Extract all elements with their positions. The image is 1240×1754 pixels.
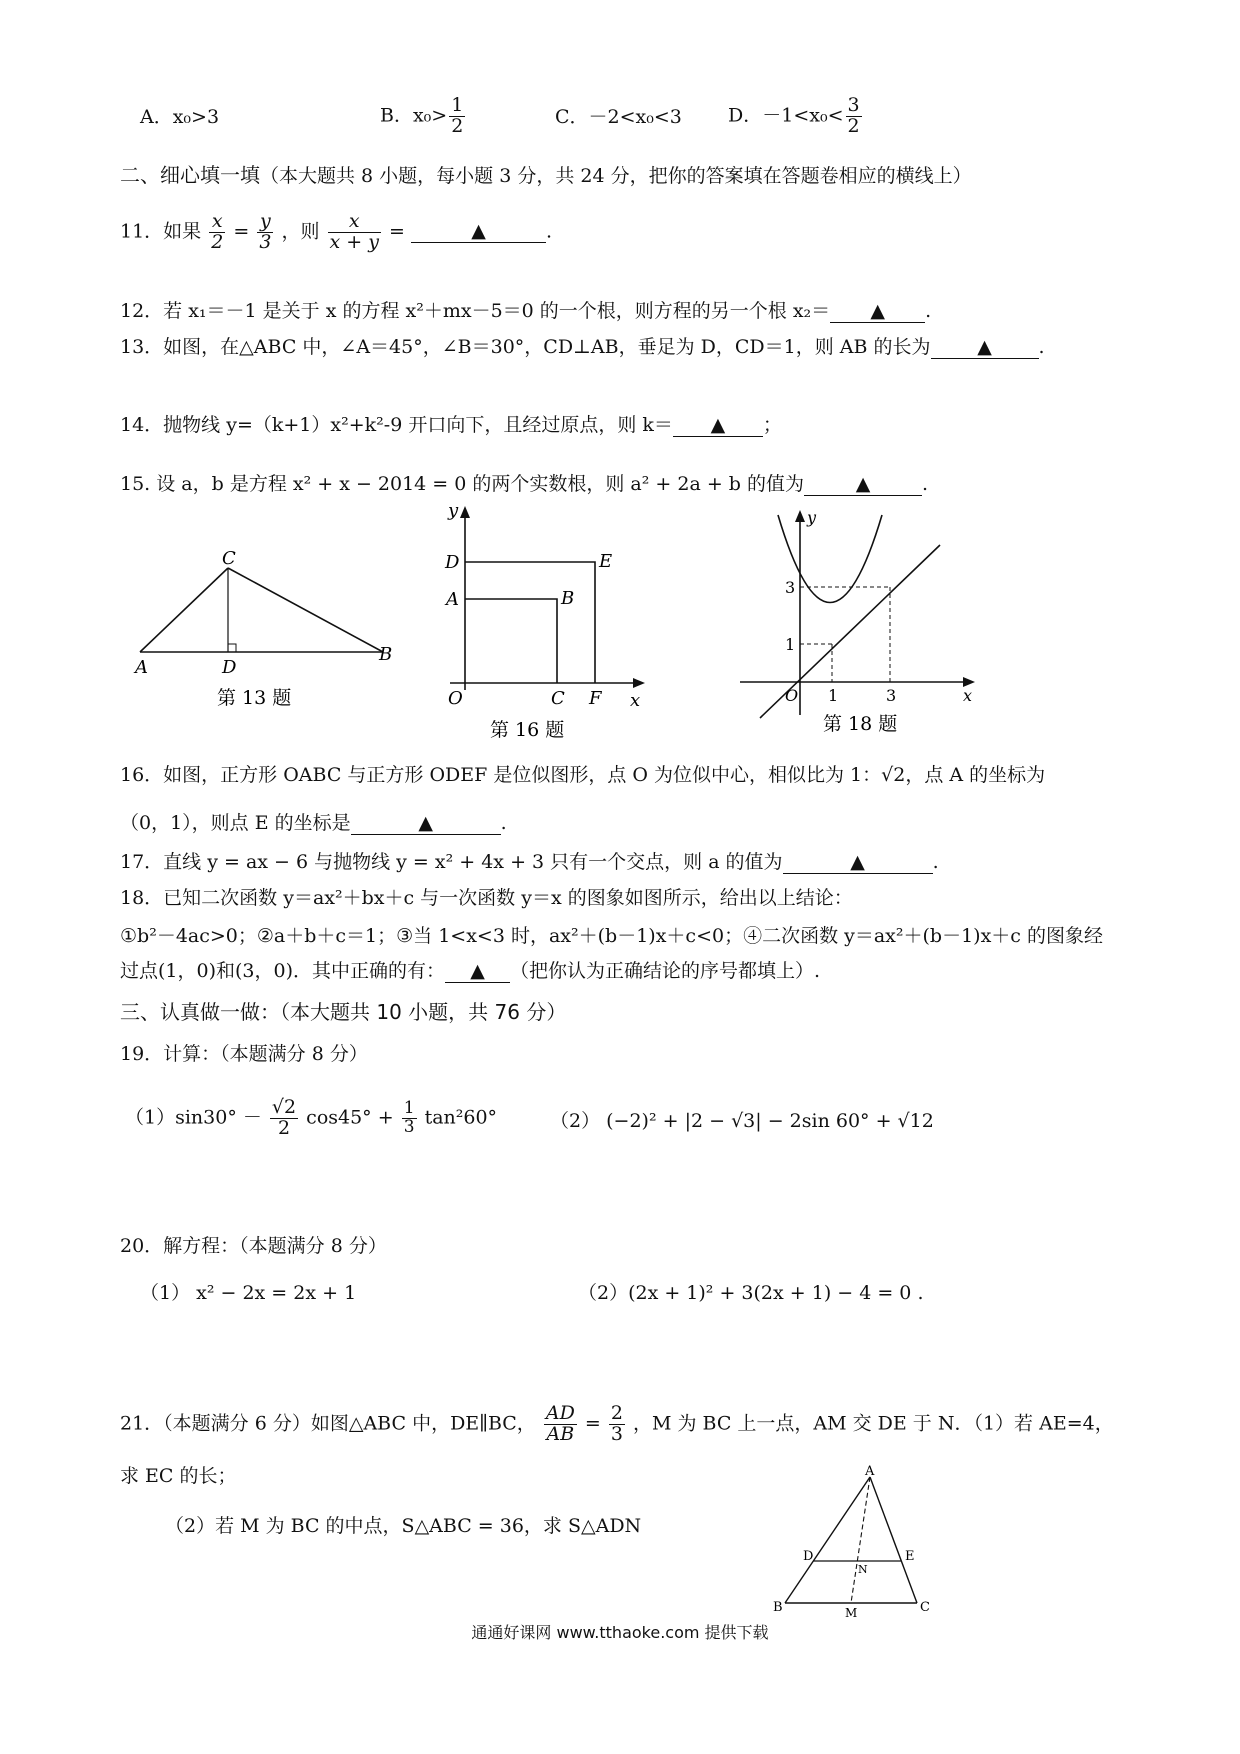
- fig18-tick-1y: 1: [785, 635, 796, 654]
- q19-part2: （2） (−2)² + |2 − √3| − 2sin 60° + √12: [550, 1110, 934, 1132]
- fig18-label-y: y: [807, 508, 817, 527]
- fig16-label-e: E: [599, 551, 613, 572]
- fig21-label-c: C: [920, 1600, 930, 1615]
- fig16-label-c: C: [551, 688, 565, 709]
- q20-title: 20．解方程：（本题满分 8 分）: [120, 1235, 387, 1257]
- fig16-label-a: A: [446, 589, 459, 610]
- q20-part1: （1） x² − 2x = 2x + 1: [140, 1282, 357, 1304]
- q13-answer-blank[interactable]: ▲: [931, 336, 1039, 359]
- fig16-label-d: D: [445, 552, 460, 573]
- q15: 15. 设 a，b 是方程 x² + x − 2014 = 0 的两个实数根，则 a² + 2a + b 的值为 ▲ .: [120, 473, 929, 495]
- q18-line2: ①b²－4ac>0；②a＋b＋c＝1；③当 1<x<3 时，ax²＋(b－1)x＋c<0；④二次函数 y＝ax²＋(b－1)x＋c 的图象经: [120, 925, 1103, 947]
- q19-title: 19．计算：（本题满分 8 分）: [120, 1043, 368, 1065]
- q15-answer-blank[interactable]: ▲: [804, 473, 922, 496]
- section2-heading: 二、细心填一填（本大题共 8 小题，每小题 3 分，共 24 分，把你的答案填在答题卷相应的横线上）: [120, 163, 972, 187]
- figure-18: [725, 505, 985, 745]
- fig13-label-c: C: [222, 548, 236, 569]
- fig18-caption: 第 18 题: [823, 713, 898, 735]
- fig16-label-o: O: [448, 688, 463, 709]
- fig21-label-b: B: [773, 1600, 783, 1615]
- q18-answer-blank[interactable]: ▲: [445, 960, 510, 983]
- q11: 11．如果 $\frac{x}{2}$ = $\frac{y}{3}$ ，则 $\frac{x}{x + y}$ = ▲ .: [120, 210, 553, 253]
- q12-answer-blank[interactable]: ▲: [830, 300, 925, 323]
- fig13-caption: 第 13 题: [217, 687, 292, 709]
- q14: 14．抛物线 y=（k+1）x²+k²-9 开口向下，且经过原点，则 k＝ ▲ ；: [120, 414, 782, 436]
- fig13-label-a: A: [135, 657, 148, 678]
- fig21-label-d: D: [803, 1549, 814, 1564]
- fig13-label-b: B: [379, 644, 393, 665]
- q13: 13．如图，在△ABC 中，∠A＝45°，∠B＝30°，CD⊥AB，垂足为 D，CD＝1，则 AB 的长为 ▲ .: [120, 336, 1045, 358]
- fig16-label-f: F: [589, 688, 602, 709]
- fig18-tick-3x: 3: [886, 686, 897, 705]
- fig18-label-x: x: [963, 686, 973, 705]
- fig16-caption: 第 16 题: [490, 719, 565, 741]
- q10-option-b: B．x₀> $\frac{1}{2}$: [380, 94, 464, 137]
- figure-16: [430, 500, 660, 750]
- q21-line1: 21．（本题满分 6 分）如图△ABC 中，DE∥BC， $\frac{AD}{AB}$ = $\frac{2}{3}$ ，M 为 BC 上一点，AM 交 DE 于 N．（1）若 AE=4，: [120, 1402, 1114, 1445]
- q17-answer-blank[interactable]: ▲: [783, 851, 933, 874]
- q12: 12．若 x₁＝－1 是关于 x 的方程 x²＋mx－5＝0 的一个根，则方程的另一个根 x₂＝ ▲ .: [120, 300, 932, 322]
- q21-line3: （2）若 M 为 BC 的中点，S△ABC = 36，求 S△ADN: [165, 1515, 642, 1537]
- fig18-tick-3y: 3: [785, 578, 796, 597]
- q11-answer-blank[interactable]: ▲: [411, 220, 546, 243]
- q10-option-a: A．x₀>3: [140, 106, 220, 128]
- fig21-label-m: M: [845, 1606, 858, 1620]
- fig21-label-a: A: [865, 1465, 875, 1479]
- q10-option-d: D．－1<x₀< $\frac{3}{2}$: [728, 94, 860, 137]
- q17: 17．直线 y = ax − 6 与抛物线 y = x² + 4x + 3 只有一个交点，则 a 的值为 ▲ .: [120, 851, 939, 873]
- fig18-label-o: O: [785, 686, 799, 705]
- q16-line2: （0，1），则点 E 的坐标是 ▲ .: [120, 812, 507, 834]
- q16-answer-blank[interactable]: ▲: [351, 812, 501, 835]
- footer-credit: 通通好课网 www.tthaoke.com 提供下载: [471, 1623, 769, 1642]
- q21-line2: 求 EC 的长；: [120, 1465, 237, 1487]
- q16-line1: 16．如图，正方形 OABC 与正方形 ODEF 是位似图形，点 O 为位似中心，相似比为 1：√2，点 A 的坐标为: [120, 764, 1046, 786]
- q19-part1: （1）sin30° － $\frac{√2}{2}$ cos45° + $\frac{1}{3}$ tan²60°: [125, 1096, 498, 1139]
- fig16-label-b: B: [561, 588, 575, 609]
- section3-heading: 三、认真做一做：（本大题共 10 小题，共 76 分）: [120, 1000, 567, 1024]
- figure-21: [765, 1465, 945, 1625]
- q14-answer-blank[interactable]: ▲: [673, 414, 763, 437]
- fig18-tick-1x: 1: [828, 686, 839, 705]
- q20-part2: （2）(2x + 1)² + 3(2x + 1) − 4 = 0 .: [578, 1282, 924, 1304]
- q18-line3: 过点(1，0)和(3，0)．其中正确的有： ▲ （把你认为正确结论的序号都填上）.: [120, 960, 821, 982]
- figure-13: [125, 540, 415, 720]
- fig21-label-e: E: [905, 1549, 915, 1564]
- q18-line1: 18．已知二次函数 y＝ax²＋bx＋c 与一次函数 y＝x 的图象如图所示，给出以上结论：: [120, 887, 853, 909]
- fig16-label-y: y: [448, 500, 459, 521]
- fig21-label-n: N: [858, 1563, 868, 1576]
- fig13-label-d: D: [222, 657, 237, 678]
- fig16-label-x: x: [630, 690, 641, 711]
- q10-option-c: C．－2<x₀<3: [555, 106, 682, 128]
